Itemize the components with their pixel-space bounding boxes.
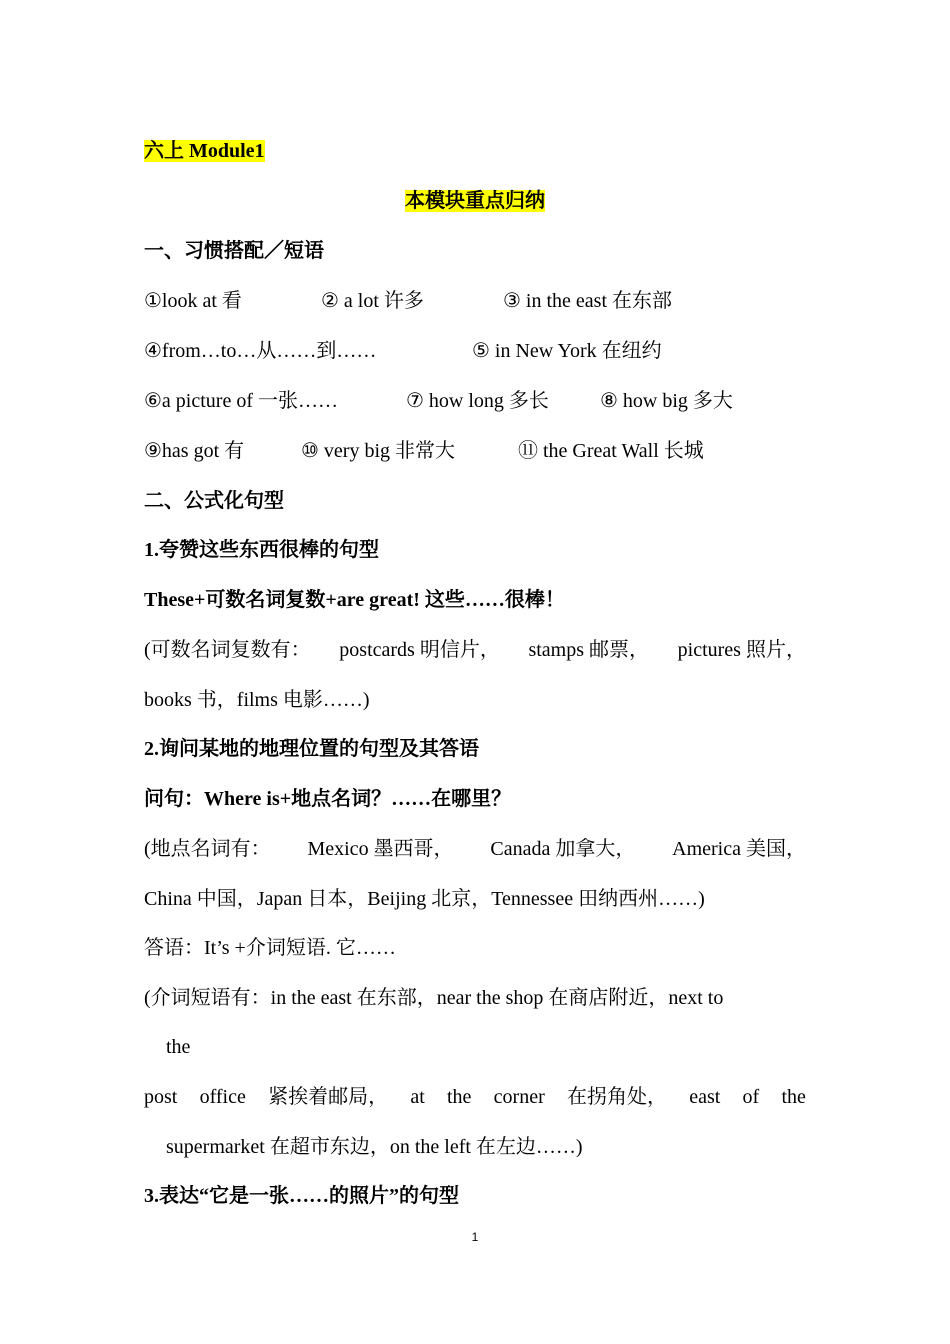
phrase-item: ② a lot 许多: [321, 290, 424, 312]
item2-prep-line4: supermarket 在超市东边，on the left 在左边……): [166, 1136, 583, 1158]
item2-prep-line1: (介词短语有：in the east 在东部，near the shop 在商店附近，next to: [144, 987, 724, 1009]
note-segment: Canada 加拿大，: [490, 838, 636, 860]
prep-segment: the: [781, 1086, 806, 1108]
item2-prep-line3: [144, 1084, 806, 1110]
phrase-item: ⑥a picture of 一张……: [144, 390, 338, 412]
note-segment: Mexico 墨西哥，: [307, 838, 454, 860]
phrase-item: ⑧ how big 多大: [600, 390, 733, 412]
title-text: 六上 Module1: [144, 140, 265, 162]
item2-note-line1: [144, 836, 806, 862]
page-title: [144, 138, 265, 164]
item1-note-line1: [144, 637, 806, 663]
note-segment: stamps 邮票，: [528, 639, 650, 661]
prep-segment: office: [199, 1086, 246, 1108]
prep-segment: of: [742, 1086, 760, 1108]
phrase-item: ⑪ the Great Wall 长城: [518, 440, 704, 462]
note-segment: (可数名词复数有：: [144, 639, 311, 661]
page-subtitle: [0, 188, 950, 214]
item2-heading: 2.询问某地的地理位置的句型及其答语: [144, 738, 479, 760]
section2-heading: 二、公式化句型: [144, 490, 284, 512]
item1-pattern: These+可数名词复数+are great! 这些……很棒！: [144, 589, 565, 611]
item2-prep-line2: the: [166, 1036, 191, 1058]
subtitle-text: 本模块重点归纳: [405, 190, 545, 212]
phrase-item: ⑦ how long 多长: [406, 390, 549, 412]
note-segment: pictures 照片，: [677, 639, 806, 661]
note-segment: postcards 明信片，: [339, 639, 500, 661]
phrase-item: ③ in the east 在东部: [503, 290, 673, 312]
phrase-item: ⑤ in New York 在纽约: [472, 340, 662, 362]
item2-note-line2: China 中国，Japan 日本，Beijing 北京，Tennessee 田纳西州……): [144, 888, 705, 910]
prep-segment: 在拐角处，: [566, 1086, 667, 1108]
section1-heading: 一、习惯搭配／短语: [144, 240, 324, 262]
phrase-item: ④from…to…从……到……: [144, 340, 377, 362]
prep-segment: corner: [493, 1086, 545, 1108]
item2-question: 问句：Where is+地点名词？……在哪里？: [144, 788, 512, 810]
phrase-item: ⑩ very big 非常大: [301, 440, 456, 462]
page-number: 1: [471, 1230, 479, 1244]
item1-heading: 1.夸赞这些东西很棒的句型: [144, 539, 379, 561]
prep-segment: east: [689, 1086, 721, 1108]
item2-answer: 答语：It’s +介词短语. 它……: [144, 937, 396, 959]
prep-segment: the: [447, 1086, 472, 1108]
prep-segment: at: [410, 1086, 425, 1108]
note-segment: America 美国，: [672, 838, 806, 860]
phrase-item: ⑨has got 有: [144, 440, 245, 462]
prep-segment: 紧挨着邮局，: [268, 1086, 389, 1108]
phrase-item: ①look at 看: [144, 290, 242, 312]
note-segment: (地点名词有：: [144, 838, 271, 860]
item1-note-line2: books 书，films 电影……): [144, 689, 370, 711]
item3-heading: 3.表达“它是一张……的照片”的句型: [144, 1185, 459, 1207]
prep-segment: post: [144, 1086, 178, 1108]
